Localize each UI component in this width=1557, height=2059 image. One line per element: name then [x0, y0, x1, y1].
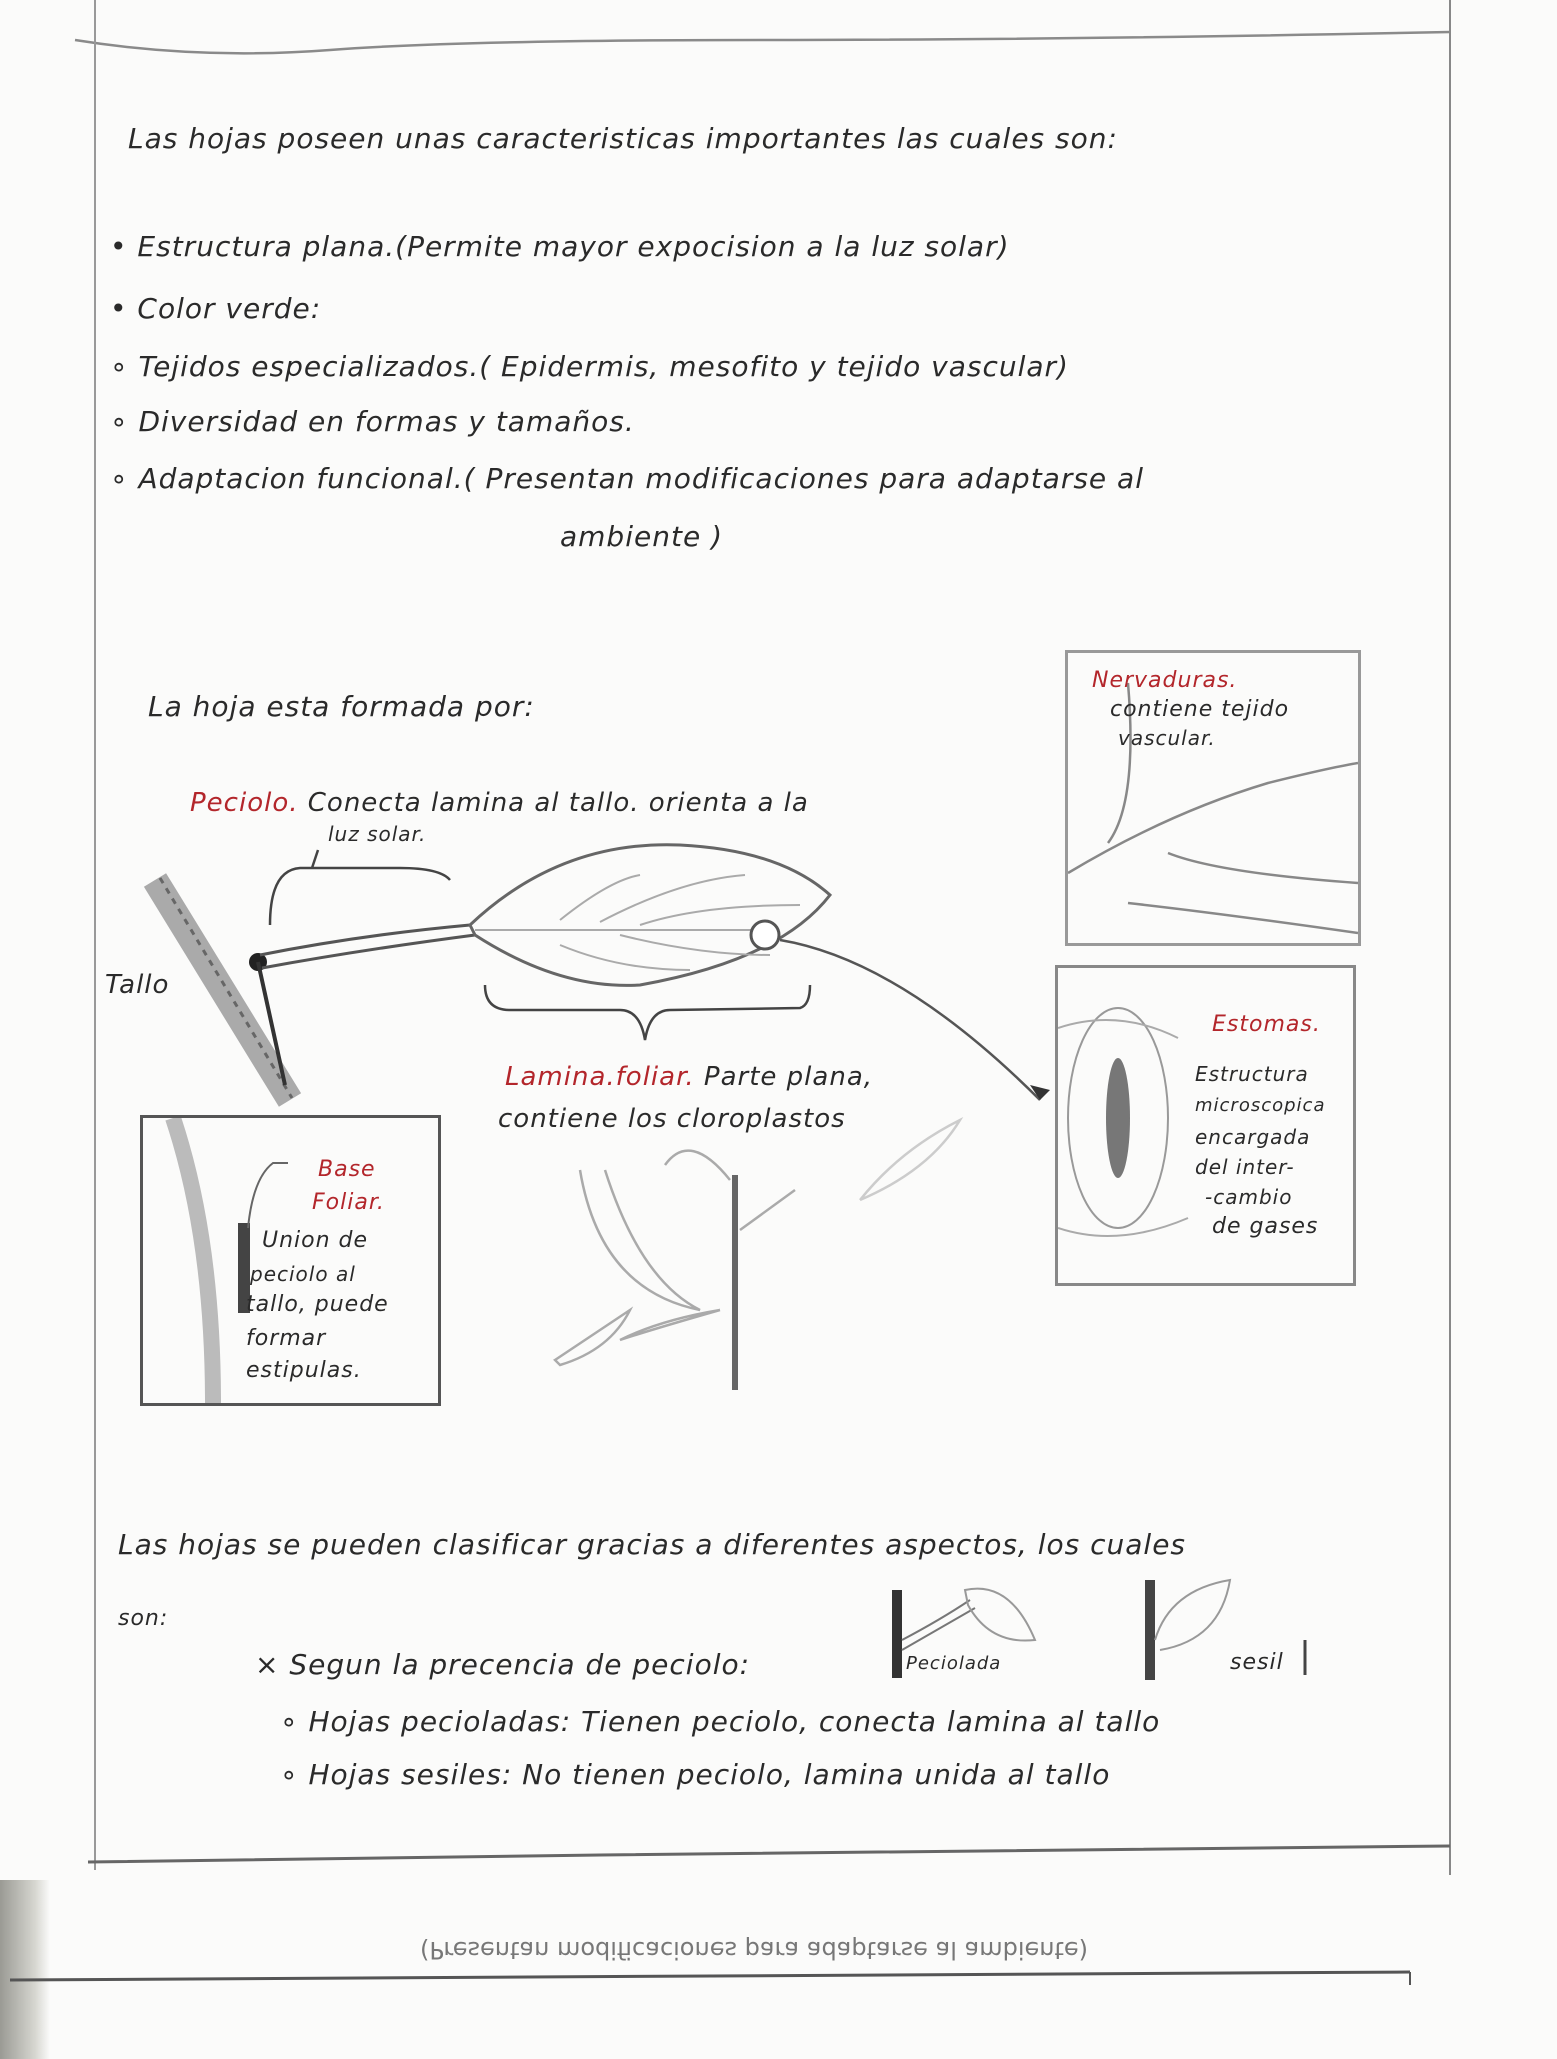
bullet-icon: • — [110, 230, 128, 263]
list-item — [110, 405, 635, 438]
parts-heading: La hoja esta formada por: — [148, 690, 535, 723]
peciolo-title: Peciolo. — [190, 788, 299, 818]
sesil-label: sesil — [1230, 1650, 1284, 1675]
list-item-text: Tejidos especializados.( Epidermis, mesofito y tejido vascular) — [138, 350, 1069, 383]
lamina-desc-line2: contiene los cloroplastos — [498, 1104, 846, 1134]
lamina-brace — [485, 985, 810, 1040]
base-foliar-desc-line: formar — [246, 1326, 327, 1351]
list-item — [110, 292, 321, 325]
bullet-icon: ∘ — [110, 405, 129, 438]
list-item-text: Adaptacion funcional.( Presentan modificaciones para adaptarse al — [138, 462, 1144, 495]
estomas-title: Estomas. — [1212, 1012, 1321, 1037]
bullet-icon: ∘ — [110, 350, 129, 383]
criterion-text: Segun la precencia de peciolo: — [289, 1648, 751, 1681]
nervaduras-title: Nervaduras. — [1092, 668, 1238, 693]
classification-item-text: Hojas pecioladas: Tienen peciolo, conecta lamina al tallo — [308, 1705, 1161, 1738]
footer-rule-line — [10, 1972, 1410, 1980]
classification-intro-line2: son: — [118, 1606, 169, 1631]
classification-item-text: Hojas sesiles: No tienen peciolo, lamina unida al tallo — [308, 1758, 1111, 1791]
petiole-drawing — [260, 925, 475, 968]
peciolada-label: Peciolada — [906, 1653, 1002, 1674]
list-item-text: Color verde: — [137, 292, 322, 325]
list-item — [110, 230, 1010, 263]
bullet-icon: ∘ — [280, 1758, 299, 1791]
nervaduras-desc-line1: contiene tejido — [1110, 697, 1290, 722]
estomas-desc-line: microscopica — [1195, 1095, 1326, 1116]
tallo-label: Tallo — [105, 970, 170, 1000]
leaf-blade-drawing — [470, 845, 830, 986]
base-foliar-desc-line: tallo, puede — [246, 1292, 389, 1317]
classification-item — [280, 1705, 1160, 1738]
bullet-icon: ∘ — [110, 462, 129, 495]
nervaduras-box — [1065, 650, 1361, 946]
classification-item — [280, 1758, 1110, 1791]
intro-text: Las hojas poseen unas caracteristicas importantes las cuales son: — [128, 122, 1118, 155]
list-item — [110, 350, 1069, 383]
peciolo-desc-line2: luz solar. — [328, 822, 427, 846]
bullet-icon: ∘ — [280, 1705, 299, 1738]
criterion-marker-icon: × — [255, 1648, 280, 1681]
peciolo-desc: Conecta lamina al tallo. orienta a la — [307, 788, 809, 818]
list-item-text: Diversidad en formas y tamaños. — [138, 405, 635, 438]
estomas-desc-line: Estructura — [1195, 1062, 1309, 1086]
petiole-brace — [270, 850, 450, 925]
bottom-rule-line — [88, 1846, 1450, 1862]
top-rule-line — [75, 32, 1450, 53]
base-foliar-desc-line: peciolo al — [250, 1262, 356, 1286]
base-foliar-desc-line: Union de — [262, 1228, 369, 1253]
peciolo-annotation — [190, 788, 809, 818]
classification-intro: Las hojas se pueden clasificar gracias a diferentes aspectos, los cuales — [118, 1528, 1187, 1561]
lamina-title: Lamina.foliar. — [505, 1062, 695, 1092]
lamina-annotation — [505, 1062, 873, 1092]
bullet-icon: • — [110, 292, 128, 325]
estomas-desc-line: -cambio — [1205, 1185, 1293, 1209]
base-foliar-desc-line: estipulas. — [246, 1358, 362, 1383]
base-foliar-title-line2: Foliar. — [312, 1190, 385, 1215]
lamina-desc: Parte plana, — [703, 1062, 874, 1092]
base-foliar-title: Base — [318, 1157, 376, 1182]
list-item-continuation: ambiente ) — [560, 520, 723, 553]
estomas-desc-line: de gases — [1212, 1214, 1319, 1239]
nervaduras-desc-line2: vascular. — [1118, 726, 1216, 750]
estomas-desc-line: encargada — [1195, 1125, 1311, 1149]
estomas-desc-line: del inter- — [1195, 1155, 1295, 1179]
plant-sketch-drawing — [555, 1120, 960, 1390]
classification-criterion — [255, 1648, 750, 1681]
list-item — [110, 462, 1144, 495]
list-item-text: Estructura plana.(Permite mayor expocision a la luz solar) — [137, 230, 1010, 263]
bleed-through-text: (Presentan modificaciones para adaptarse al ambiente) — [420, 1936, 1089, 1964]
